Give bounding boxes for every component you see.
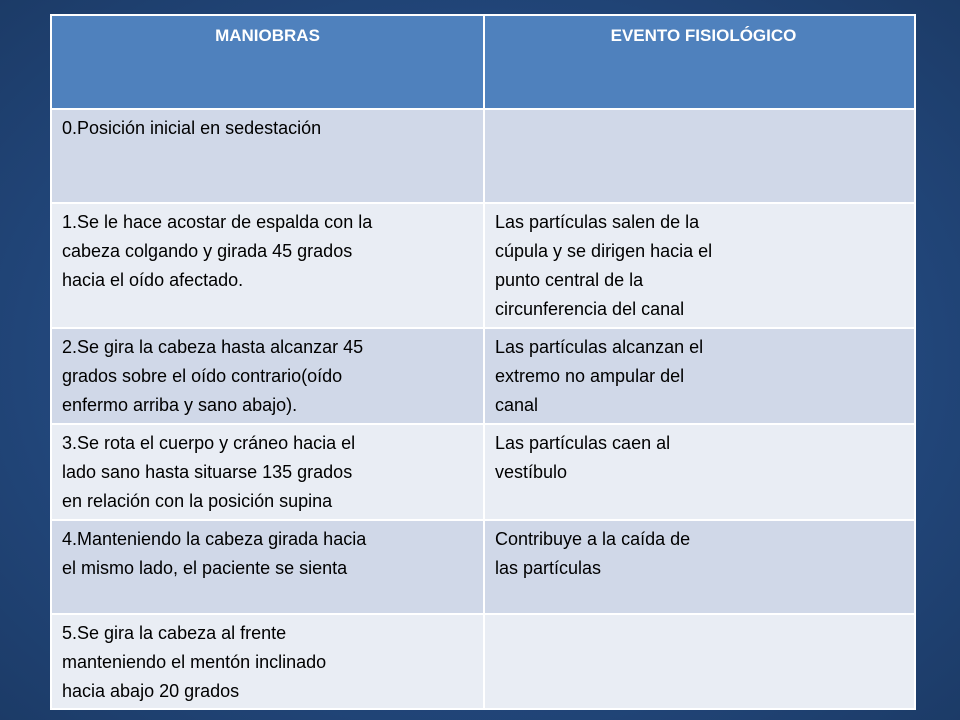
evento-cell [484, 203, 915, 328]
evento-cell [484, 424, 915, 520]
evento-cell [484, 109, 915, 203]
maniobra-text: 3.Se rota el cuerpo y cráneo hacia el lado sano hasta situarse 135 grados en relación con la posición supina [62, 433, 356, 511]
evento-text [485, 615, 914, 621]
table-row [51, 109, 915, 203]
evento-text [485, 110, 914, 116]
header-maniobras [51, 15, 484, 109]
maniobra-cell [51, 614, 484, 709]
table-header-row [51, 15, 915, 109]
evento-text: Las partículas salen de la cúpula y se dirigen hacia el punto central de la circunferencia del canal [495, 212, 713, 319]
maniobra-cell [51, 328, 484, 424]
maneuvers-table [50, 14, 916, 710]
evento-cell [484, 614, 915, 709]
evento-text: Las partículas alcanzan el extremo no ampular del canal [495, 337, 704, 415]
maniobra-text: 0.Posición inicial en sedestación [62, 118, 322, 138]
maniobra-text: 1.Se le hace acostar de espalda con la cabeza colgando y girada 45 grados hacia el oído afectado. [62, 212, 373, 290]
table-row [51, 424, 915, 520]
table-row [51, 328, 915, 424]
header-maniobras-label: MANIOBRAS [215, 26, 320, 45]
evento-cell [484, 328, 915, 424]
evento-text: Contribuye a la caída de las partículas [495, 529, 691, 578]
maniobra-text: 5.Se gira la cabeza al frente manteniendo el mentón inclinado hacia abajo 20 grados [62, 623, 327, 701]
header-evento-fisiologico [484, 15, 915, 109]
maniobra-cell [51, 109, 484, 203]
maniobra-text: 2.Se gira la cabeza hasta alcanzar 45 grados sobre el oído contrario(oído enfermo arriba y sano abajo). [62, 337, 364, 415]
maniobra-cell [51, 203, 484, 328]
maniobra-text: 4.Manteniendo la cabeza girada hacia el mismo lado, el paciente se sienta [62, 529, 367, 578]
table-row [51, 203, 915, 328]
maniobra-cell [51, 520, 484, 614]
table-row [51, 520, 915, 614]
header-evento-label: EVENTO FISIOLÓGICO [610, 26, 797, 45]
evento-cell [484, 520, 915, 614]
table-row [51, 614, 915, 709]
maniobra-cell [51, 424, 484, 520]
evento-text: Las partículas caen al vestíbulo [495, 433, 671, 482]
